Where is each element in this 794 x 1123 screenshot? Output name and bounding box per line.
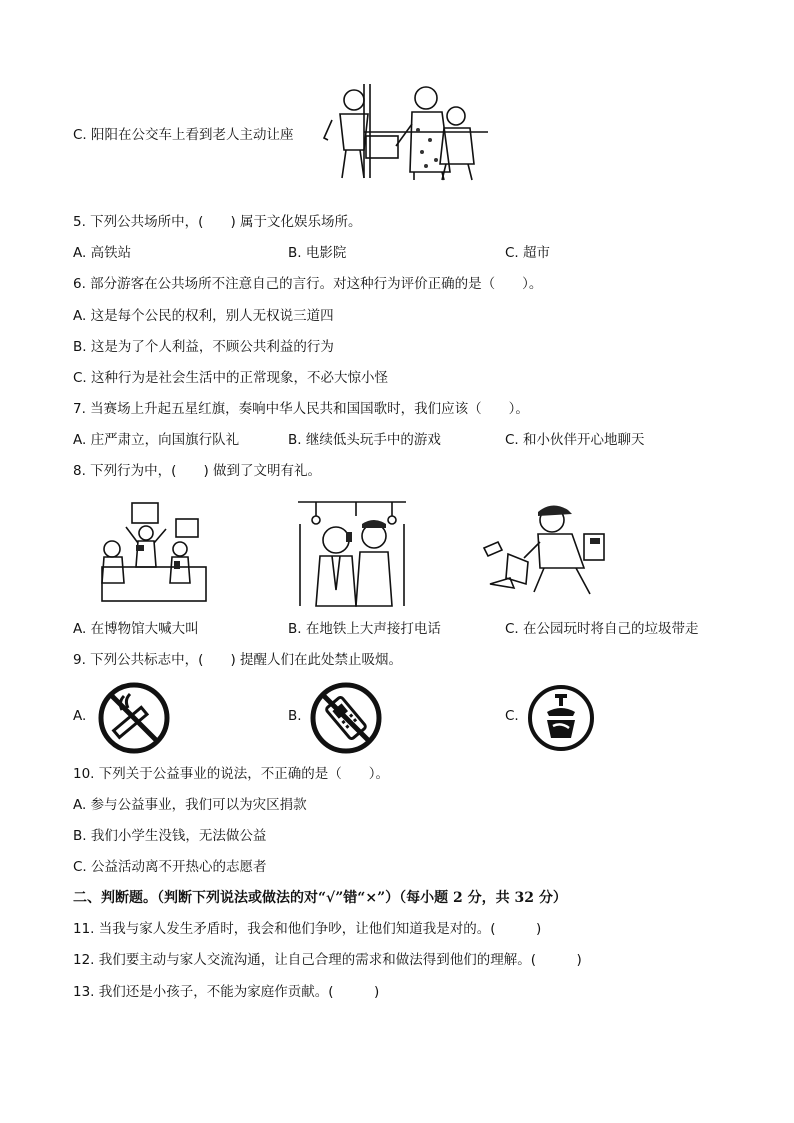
q10-stem: 10. 下列关于公益事业的说法，不正确的是（ ）。 <box>73 766 390 782</box>
q9-stem: 9. 下列公共标志中，( ) 提醒人们在此处禁止吸烟。 <box>73 652 402 668</box>
q7-option-a: A. 庄严肃立，向国旗行队礼 <box>73 432 240 448</box>
q7-option-c: C. 和小伙伴开心地聊天 <box>505 432 645 448</box>
q10-option-b: B. 我们小学生没钱，无法做公益 <box>73 828 267 844</box>
q6-option-c: C. 这种行为是社会生活中的正常现象，不必大惊小怪 <box>73 370 389 386</box>
no-smoking-sign-icon <box>96 680 172 756</box>
q7-stem: 7. 当赛场上升起五星红旗，奏响中华人民共和国国歌时，我们应该（ ）。 <box>73 401 529 417</box>
q6-option-b: B. 这是为了个人利益，不顾公共利益的行为 <box>73 339 334 355</box>
q8-option-a: A. 在博物馆大喊大叫 <box>73 621 199 637</box>
q5-stem: 5. 下列公共场所中，( ) 属于文化娱乐场所。 <box>73 214 362 230</box>
subway-phone-illustration <box>296 494 408 608</box>
museum-shouting-illustration <box>96 497 212 607</box>
q9-option-c: C. <box>505 708 519 724</box>
q10-option-a: A. 参与公益事业，我们可以为灾区捐款 <box>73 797 307 813</box>
q5-option-a: A. 高铁站 <box>73 245 132 261</box>
q6-option-a: A. 这是每个公民的权利，别人无权说三道四 <box>73 308 334 324</box>
q10-option-c: C. 公益活动离不开热心的志愿者 <box>73 859 267 875</box>
q5-option-b: B. 电影院 <box>288 245 347 261</box>
q8-stem: 8. 下列行为中，( ) 做到了文明有礼。 <box>73 463 321 479</box>
q4-option-c: C. 阳阳在公交车上看到老人主动让座 <box>73 127 294 143</box>
q9-option-b: B. <box>288 708 302 724</box>
q12-stem: 12. 我们要主动与家人交流沟通，让自己合理的需求和做法得到他们的理解。( ) <box>73 952 582 968</box>
q9-option-a: A. <box>73 708 87 724</box>
q13-stem: 13. 我们还是小孩子，不能为家庭作贡献。( ) <box>73 984 380 1000</box>
q8-option-b: B. 在地铁上大声接打电话 <box>288 621 441 637</box>
bus-seat-illustration <box>318 80 488 184</box>
q7-option-b: B. 继续低头玩手中的游戏 <box>288 432 441 448</box>
section-2-title: 二、判断题。（判断下列说法或做法的对“√”错“×”）（每小题 2 分，共 32 分） <box>73 890 567 906</box>
park-litter-illustration <box>480 498 616 602</box>
litter-bin-sign-icon <box>525 682 597 754</box>
no-phone-sign-icon <box>308 680 384 756</box>
q8-option-c: C. 在公园玩时将自己的垃圾带走 <box>505 621 699 637</box>
q6-stem: 6. 部分游客在公共场所不注意自己的言行。对这种行为评价正确的是（ ）。 <box>73 276 543 292</box>
q5-option-c: C. 超市 <box>505 245 551 261</box>
q11-stem: 11. 当我与家人发生矛盾时，我会和他们争吵，让他们知道我是对的。( ) <box>73 921 542 937</box>
